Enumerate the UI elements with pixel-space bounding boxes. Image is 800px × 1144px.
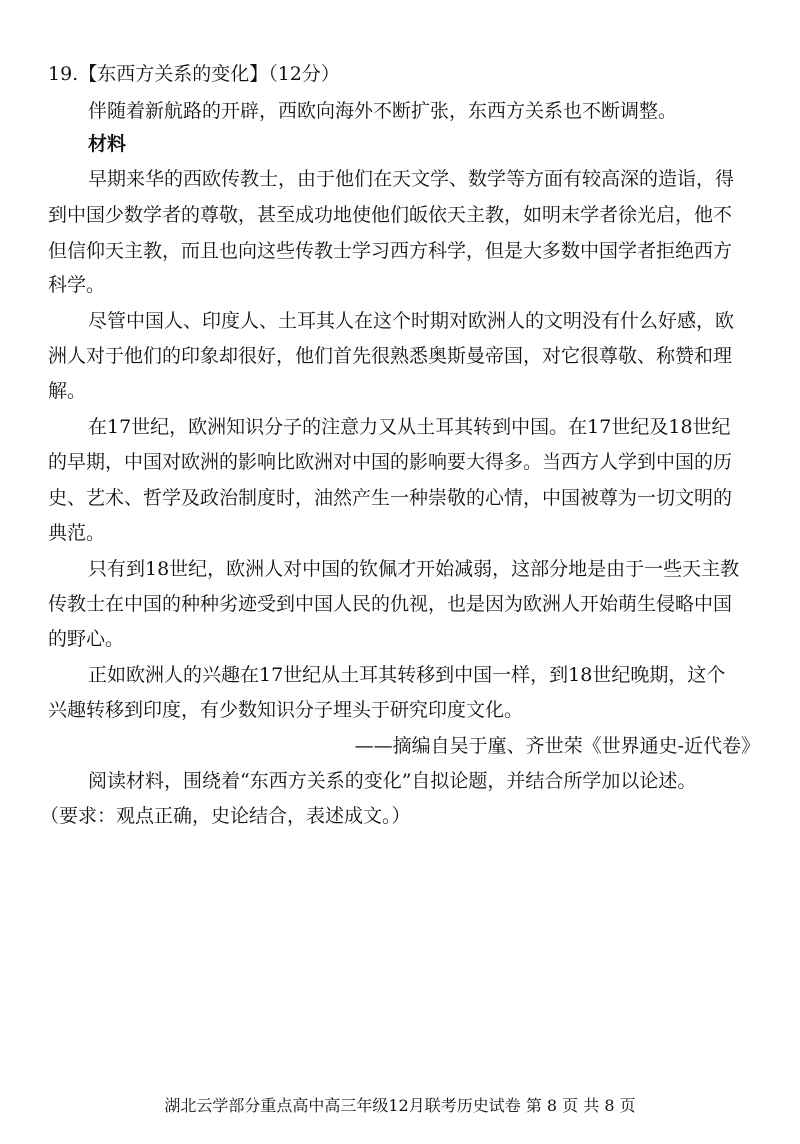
paragraph-5-line-2: 兴趣转移到印度，有少数知识分子埋头于研究印度文化。: [48, 699, 524, 721]
question-intro: 伴随着新航路的开辟，西欧向海外不断扩张，东西方关系也不断调整。: [88, 100, 678, 122]
paragraph-1-line-4: 科学。: [48, 274, 106, 296]
paragraph-2-line-1: 尽管中国人、印度人、土耳其人在这个时期对欧洲人的文明没有什么好感，欧: [88, 310, 735, 332]
paragraph-1-line-1: 早期来华的西欧传教士，由于他们在天文学、数学等方面有较高深的造诣，得: [88, 168, 735, 190]
question-heading: 19.【东西方关系的变化】（12分）: [48, 63, 340, 85]
task-requirement: （要求：观点正确，史论结合，表述成文。）: [40, 805, 411, 827]
paragraph-2-line-2: 洲人对于他们的印象却很好，他们首先很熟悉奥斯曼帝国，对它很尊敬、称赞和理: [48, 345, 733, 367]
paragraph-3-line-3: 史、艺术、哲学及政治制度时，油然产生一种崇敬的心情，中国被尊为一切文明的: [48, 487, 733, 509]
material-label: 材料: [88, 133, 127, 155]
paragraph-3-line-4: 典范。: [48, 522, 106, 544]
paragraph-3-line-1: 在17世纪，欧洲知识分子的注意力又从土耳其转到中国。在17世纪及18世纪: [88, 416, 731, 438]
task-instruction: 阅读材料，围绕着“东西方关系的变化”自拟论题，并结合所学加以论述。: [88, 770, 697, 792]
paragraph-3-line-2: 的早期，中国对欧洲的影响比欧洲对中国的影响要大得多。当西方人学到中国的历: [48, 451, 733, 473]
paragraph-5-line-1: 正如欧洲人的兴趣在17世纪从土耳其转移到中国一样，到18世纪晚期，这个: [88, 664, 726, 686]
paragraph-4-line-1: 只有到18世纪，欧洲人对中国的钦佩才开始减弱，这部分地是由于一些天主教: [88, 558, 740, 580]
paragraph-2-line-3: 解。: [48, 380, 87, 402]
paragraph-4-line-2: 传教士在中国的种种劣迹受到中国人民的仇视，也是因为欧洲人开始萌生侵略中国: [48, 593, 733, 615]
paragraph-1-line-3: 但信仰天主教，而且也向这些传教士学习西方科学，但是大多数中国学者拒绝西方: [48, 240, 733, 262]
paragraph-4-line-3: 的野心。: [48, 628, 125, 650]
paragraph-1-line-2: 到中国少数学者的尊敬，甚至成功地使他们皈依天主教，如明末学者徐光启，他不: [48, 204, 733, 226]
source-citation: ——摘编自吴于廑、齐世荣《世界通史-近代卷》: [354, 735, 760, 757]
page-footer: 湖北云学部分重点高中高三年级12月联考历史试卷 第 8 页 共 8 页: [164, 1096, 636, 1115]
